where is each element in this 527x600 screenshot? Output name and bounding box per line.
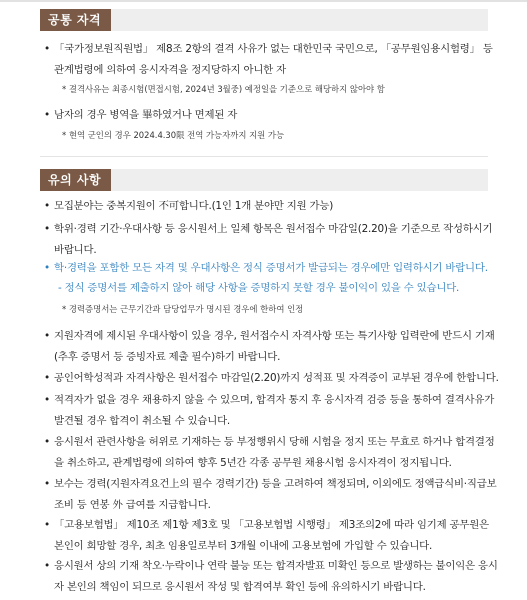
bullet-icon: •	[44, 519, 50, 531]
list-item-text: 지원자격에 제시된 우대사항이 있을 경우, 원서접수시 자격사항 또는 특기사항 입력란에 반드시 기재(추후 증명서 등 증빙자료 제출 필수)하기 바랍니다.	[54, 330, 495, 363]
bullet-icon: •	[44, 200, 50, 212]
list-item	[44, 432, 499, 473]
list-item	[44, 326, 499, 367]
list-item	[44, 219, 499, 260]
section-divider	[40, 156, 488, 157]
section-header-notes	[40, 169, 488, 191]
list-item-text: 「국가정보원직원법」 제8조 2항의 결격 사유가 없는 대한민국 국민으로, 「공무원임용시험령」 등 관계법령에 의하여 응시자격을 정지당하지 아니한 자	[54, 43, 493, 76]
list-item-text: 적격자가 없을 경우 채용하지 않을 수 있으며, 합격자 통지 후 응시자격 검증 등을 통하여 결격사유가 발견될 경우 합격이 취소될 수 있습니다.	[54, 394, 495, 427]
bullet-icon: •	[44, 330, 50, 342]
section-title: 공통 자격	[40, 9, 111, 31]
list-item	[44, 515, 499, 556]
footnote: * 현역 군인의 경우 2024.4.30限 전역 가능자까지 지원 가능	[62, 130, 285, 140]
list-item	[44, 105, 499, 126]
list-item-text: 「고용보험법」 제10조 제1항 제3호 및 「고용보험법 시행령」 제3조의2에 따라 임기제 공무원은 본인이 희망할 경우, 최초 임용일로부터 3개월 이내에 고용보험에 가입할 수 있습니다.	[54, 519, 489, 552]
list-item-text: 응시원서 관련사항을 허위로 기재하는 등 부정행위시 당해 시험을 정지 또는 무효로 하거나 합격결정을 취소하고, 관계법령에 의하여 향후 5년간 각종 공무원 채용시험 응시자격이 정지됩니다.	[54, 436, 495, 469]
section-header-qualifications	[40, 9, 488, 31]
footnote: * 결격사유는 최종시험(면접시험, 2024년 3월중) 예정일을 기준으로 해당하지 않아야 함	[62, 84, 385, 94]
footnote: * 경력증명서는 근무기간과 담당업무가 명시된 경우에 한하여 인정	[62, 304, 304, 314]
bullet-icon: •	[44, 560, 50, 572]
sub-item-highlight: - 정식 증명서를 제출하지 않아 해당 사항을 증명하지 못할 경우 불이익이 있을 수 있습니다.	[58, 282, 460, 294]
list-item	[44, 390, 499, 431]
bullet-icon: •	[44, 43, 50, 55]
top-border	[0, 0, 527, 2]
list-item-text: 모집분야는 중복지원이 不可합니다.(1인 1개 분야만 지원 가능)	[54, 200, 334, 212]
list-item	[44, 474, 499, 515]
list-item	[44, 196, 499, 217]
list-item-text: 보수는 경력(지원자격요건上의 필수 경력기간) 등을 고려하여 책정되며, 이외에도 정액급식비·직급보조비 등 연봉 外 급여를 지급합니다.	[54, 478, 497, 511]
bullet-icon: •	[44, 436, 50, 448]
list-item-text: 학위·경력 기간·우대사항 등 응시원서上 일체 항목은 원서접수 마감일(2.20)을 기준으로 작성하시기 바랍니다.	[54, 223, 493, 256]
bullet-icon: •	[44, 223, 50, 235]
bullet-icon: •	[44, 109, 50, 121]
list-item	[44, 368, 499, 389]
list-item	[44, 39, 499, 80]
list-item-text: 학·경력을 포함한 모든 자격 및 우대사항은 정식 증명서가 발급되는 경우에만 입력하시기 바랍니다.	[54, 262, 488, 274]
section-title: 유의 사항	[40, 169, 111, 191]
bullet-icon: •	[44, 394, 50, 406]
list-item-text: 공인어학성적과 자격사항은 원서접수 마감일(2.20)까지 성적표 및 자격증이 교부된 경우에 한합니다.	[54, 372, 499, 384]
bullet-icon: •	[44, 478, 50, 490]
list-item	[44, 556, 499, 597]
list-item-text: 남자의 경우 병역을 畢하였거나 면제된 자	[54, 109, 238, 121]
list-item-highlight	[44, 258, 499, 279]
bullet-icon: •	[44, 262, 50, 274]
bullet-icon: •	[44, 372, 50, 384]
list-item-text: 응시원서 상의 기재 착오·누락이나 연락 불능 또는 합격자발표 미확인 등으로 발생하는 불이익은 응시자 본인의 책임이 되므로 응시원서 작성 및 합격여부 확인 등에 유의하시기 바랍니다.	[54, 560, 498, 593]
